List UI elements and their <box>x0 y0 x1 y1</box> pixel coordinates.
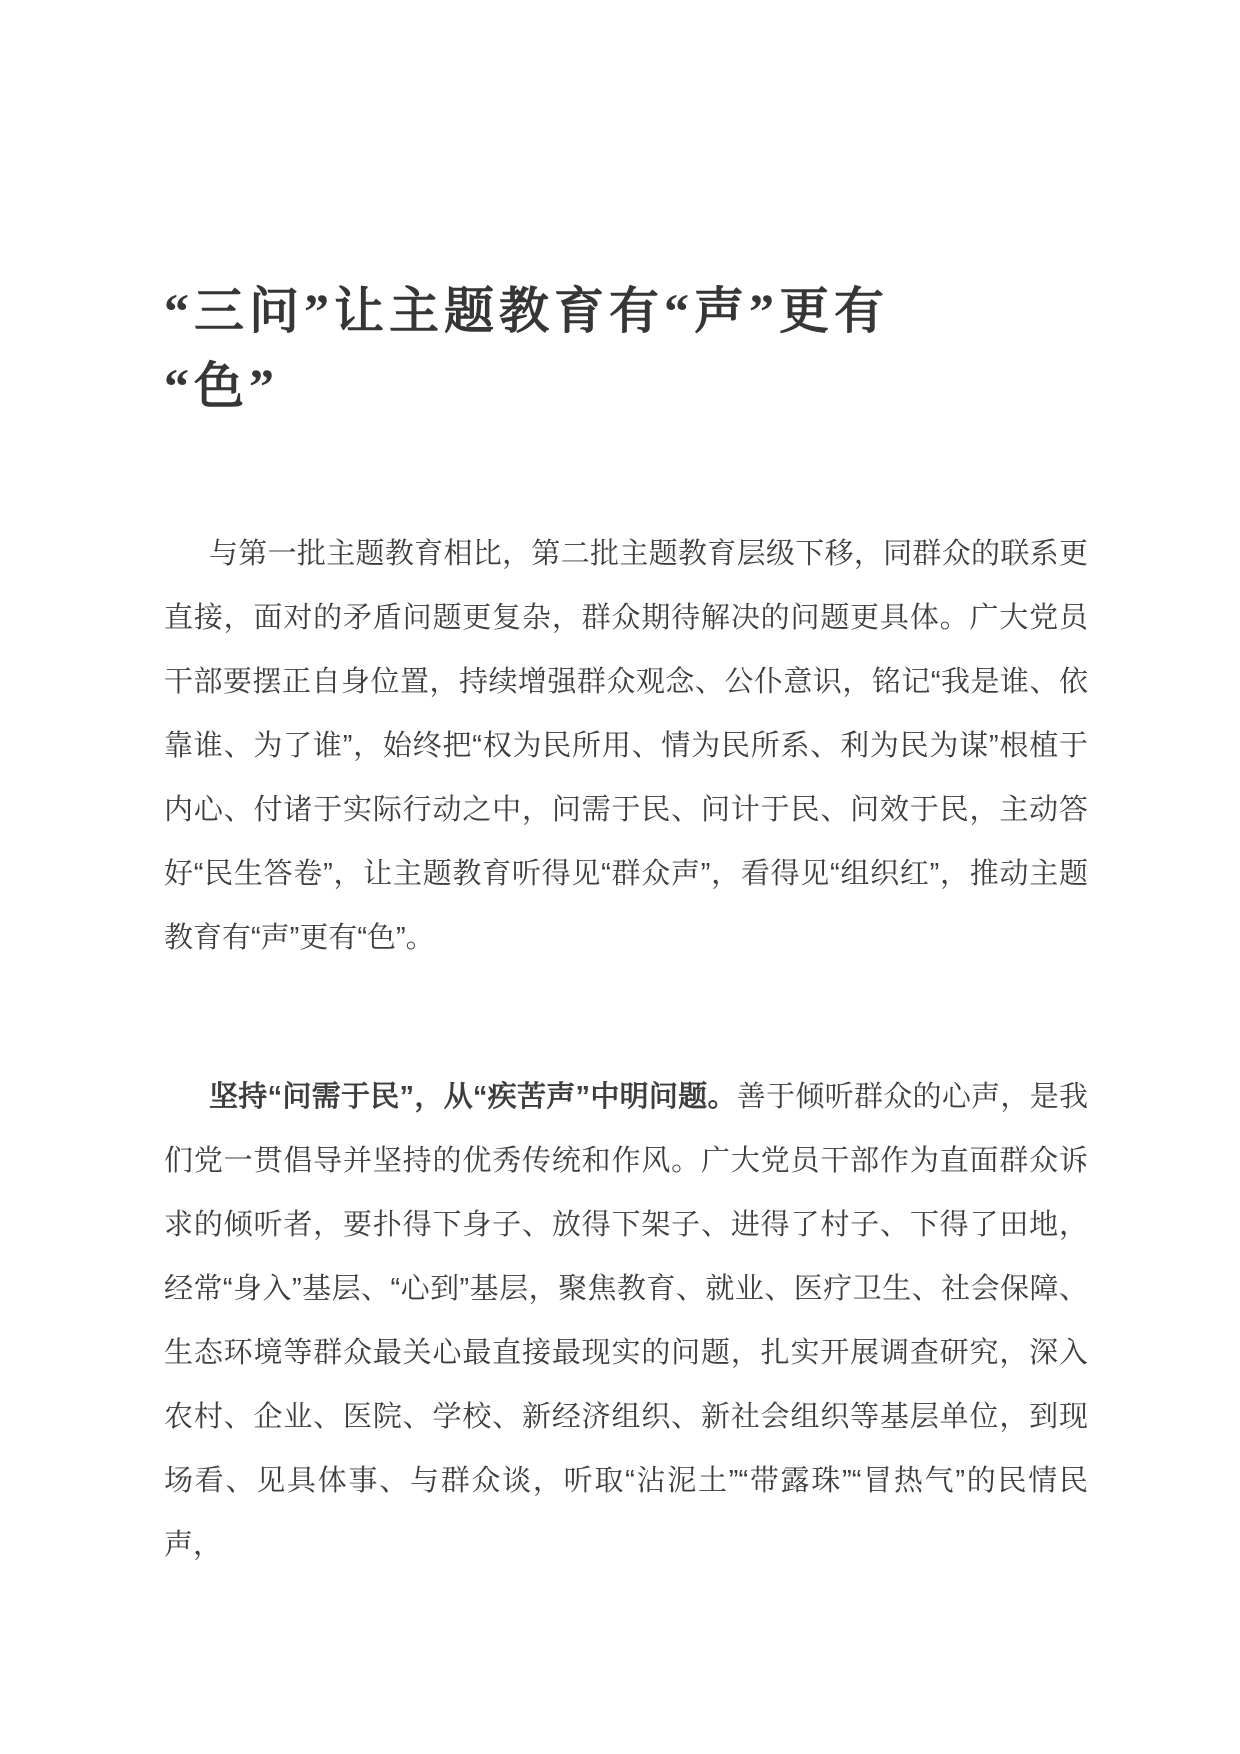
paragraph-section-1-lead: 坚持“问需于民”，从“疾苦声”中明问题。 <box>209 1081 737 1113</box>
paragraph-section-1 <box>164 1065 1088 1577</box>
document-title-line-2: “色” <box>164 358 279 414</box>
paragraph-intro <box>164 522 1088 970</box>
document-title <box>164 274 1088 424</box>
paragraph-section-1-text: 善于倾听群众的心声，是我们党一贯倡导并坚持的优秀传统和作风。广大党员干部作为直面群众诉求的倾听者，要扑得下身子、放得下架子、进得了村子、下得了田地，经常“身入”基层、“心到”基层，聚焦教育、就业、医疗卫生、社会保障、生态环境等群众最关心最直接最现实的问题，扎实开展调查研究，深入农村、企业、医院、学校、新经济组织、新社会组织等基层单位，到现场看、见具体事、与群众谈，听取“沾泥土”“带露珠”“冒热气”的民情民声， <box>164 1081 1088 1561</box>
paragraph-intro-text: 与第一批主题教育相比，第二批主题教育层级下移，同群众的联系更直接，面对的矛盾问题更复杂，群众期待解决的问题更具体。广大党员干部要摆正自身位置，持续增强群众观念、公仆意识，铭记“我是谁、依靠谁、为了谁”，始终把“权为民所用、情为民所系、利为民为谋”根植于内心、付诸于实际行动之中，问需于民、问计于民、问效于民，主动答好“民生答卷”，让主题教育听得见“群众声”，看得见“组织红”，推动主题教育有“声”更有“色”。 <box>164 538 1088 954</box>
document-title-line-1: “三问”让主题教育有“声”更有 <box>164 283 889 339</box>
